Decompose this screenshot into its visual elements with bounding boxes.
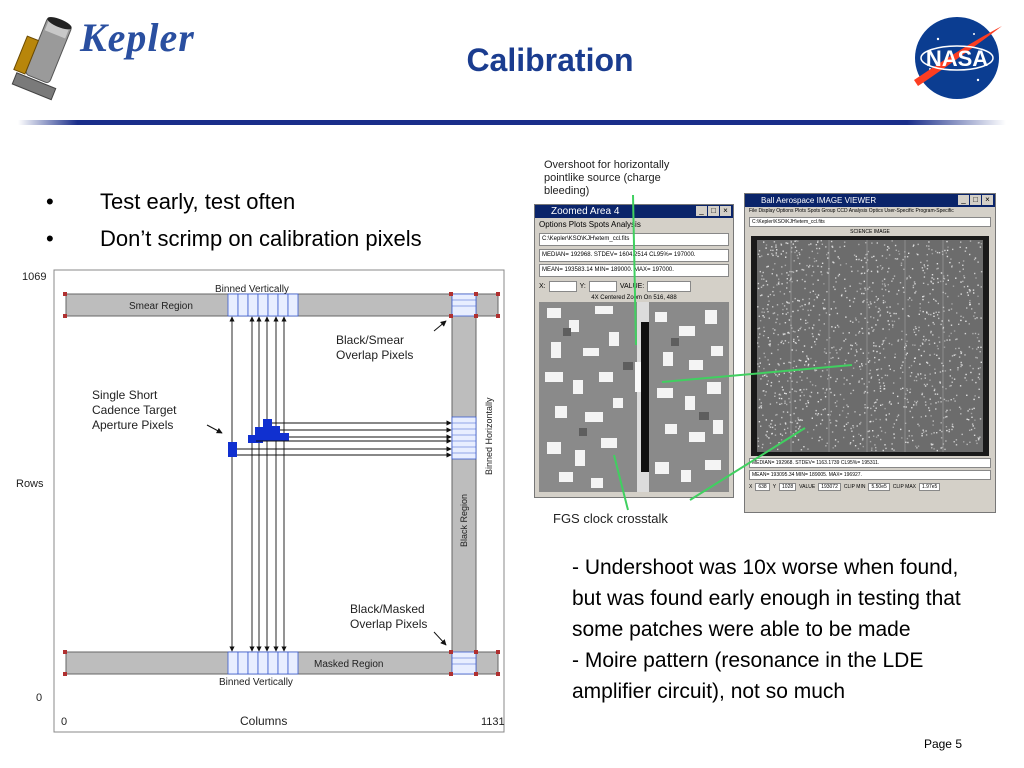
moire-arrow bbox=[662, 365, 852, 382]
black-masked-label-line1: Black/Masked bbox=[350, 602, 425, 616]
binned-vertical-top-block bbox=[228, 294, 298, 316]
note-undershoot: - Undershoot was 10x worse when found, but was found early enough in testing that some patches were able to be made bbox=[572, 556, 961, 641]
overshoot-arrow bbox=[633, 195, 636, 345]
crosstalk-arrow-left bbox=[614, 455, 628, 510]
binned-vertical-bottom-block bbox=[228, 652, 298, 674]
zoom-path-field[interactable]: C:\Kepler\KSO\KJH\etem_ccl.fits bbox=[539, 233, 729, 246]
zoom-coord-row: X: Y: VALUE: bbox=[535, 279, 733, 294]
viewer-coord-row: X 638 Y 1028 VALUE 193072 CLIP MIN 5.50e5 CLIP MAX 1.97e5 bbox=[745, 482, 995, 492]
viewer-stats-field: MEAN= 193095.34 MIN= 189005. MAX= 196927. bbox=[749, 470, 991, 480]
fgs-crosstalk-annotation: FGS clock crosstalk bbox=[553, 511, 668, 526]
black-masked-label-line2: Overlap Pixels bbox=[350, 617, 428, 631]
clip-min-field[interactable]: 5.50e5 bbox=[868, 483, 889, 491]
value-field[interactable]: 193072 bbox=[818, 483, 841, 491]
x-coord-field[interactable]: 638 bbox=[755, 483, 769, 491]
clip-max-field[interactable]: 1.97e5 bbox=[919, 483, 940, 491]
bullet-item: • Test early, test often bbox=[46, 189, 296, 214]
page-number: Page 5 bbox=[923, 737, 962, 751]
ccd-calibration-diagram bbox=[14, 265, 514, 735]
viewer-image-caption: SCIENCE IMAGE bbox=[850, 229, 890, 235]
crosstalk-arrow-right bbox=[690, 428, 805, 500]
notes-text bbox=[572, 552, 982, 707]
zoom-stats-field: MEDIAN= 192968. STDEV= 1604.2514 CL95%= 197000. bbox=[539, 249, 729, 262]
black-smear-label-line2: Overlap Pixels bbox=[336, 348, 414, 362]
black-region-label: Black Region bbox=[459, 493, 469, 547]
y-axis-label: Rows bbox=[16, 478, 44, 490]
x-axis-label: Columns bbox=[240, 714, 288, 728]
black-region bbox=[452, 294, 476, 674]
nasa-logo bbox=[908, 14, 1006, 102]
bullet-item: • Don’t scrimp on calibration pixels bbox=[46, 226, 422, 251]
target-label-line1: Single Short bbox=[92, 388, 158, 402]
x-axis-right-label: 1131 bbox=[481, 716, 505, 728]
minimize-button[interactable]: _ bbox=[696, 206, 707, 216]
header-rule bbox=[18, 120, 1006, 125]
note-moire: - Moire pattern (resonance in the LDE amplifier circuit), not so much bbox=[572, 649, 924, 703]
y-axis-top-label: 1069 bbox=[22, 271, 47, 283]
zoom-window-menu[interactable]: Options Plots Spots Analysis bbox=[539, 220, 641, 229]
smear-region-label: Smear Region bbox=[129, 301, 193, 312]
zoom-caption: 4X Centered Zoom On 516, 488 bbox=[591, 295, 677, 301]
target-label-line3: Aperture Pixels bbox=[92, 418, 174, 432]
overshoot-annotation: Overshoot for horizontally pointlike source (charge bleeding) bbox=[544, 159, 670, 197]
close-button[interactable]: × bbox=[982, 195, 993, 205]
binned-vertically-bottom-label: Binned Vertically bbox=[219, 677, 293, 688]
binned-horizontally-label: Binned Horizontally bbox=[484, 397, 494, 475]
viewer-stats-field: MEDIAN= 192968. STDEV= 1163.1739 CL95%= 195311. bbox=[749, 458, 991, 468]
maximize-button[interactable]: □ bbox=[708, 206, 719, 216]
annotation-arrows bbox=[530, 150, 870, 520]
kepler-wordmark: Kepler bbox=[80, 15, 195, 60]
target-label-line2: Cadence Target bbox=[92, 403, 177, 417]
window-controls bbox=[958, 195, 993, 205]
maximize-button[interactable]: □ bbox=[970, 195, 981, 205]
x-axis-left-label: 0 bbox=[61, 716, 68, 728]
viewer-window-menu[interactable]: File Display Options Plots Spots Group CCD Analysis Optics User-Specific Program-Specific bbox=[749, 208, 954, 214]
nasa-logo-text: NASA bbox=[925, 46, 989, 71]
black-smear-label-line1: Black/Smear bbox=[336, 333, 405, 347]
close-button[interactable]: × bbox=[720, 206, 731, 216]
bullet-list bbox=[46, 183, 422, 257]
y-axis-bottom-label: 0 bbox=[36, 692, 43, 704]
zoom-stats-field: MEAN= 193583.14 MIN= 189000. MAX= 197000. bbox=[539, 264, 729, 277]
zoom-window-title: Zoomed Area 4 bbox=[551, 206, 620, 217]
masked-region-label: Masked Region bbox=[314, 659, 384, 670]
viewer-window-title: Ball Aerospace IMAGE VIEWER bbox=[761, 196, 877, 205]
slide-title: Calibration bbox=[466, 42, 634, 78]
y-coord-field[interactable]: 1028 bbox=[779, 483, 796, 491]
viewer-path-field[interactable]: C:\Kepler\KSO\KJH\etem_ccl.fits bbox=[749, 217, 991, 227]
binned-vertically-top-label: Binned Vertically bbox=[215, 284, 289, 295]
minimize-button[interactable]: _ bbox=[958, 195, 969, 205]
